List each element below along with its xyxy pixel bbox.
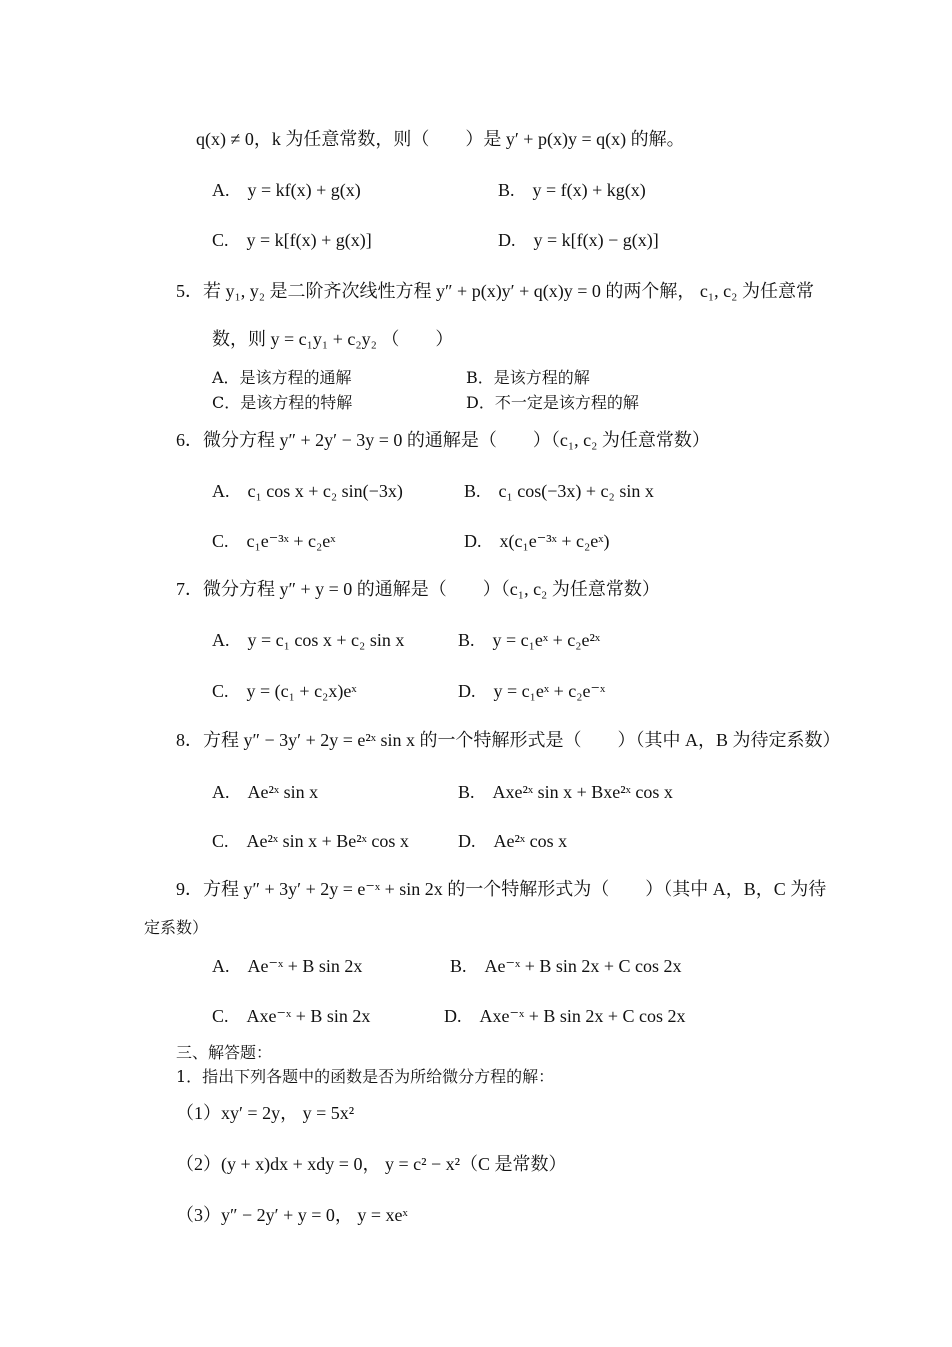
question-4-option-c: C. y = k[f(x) + g(x)] xyxy=(212,230,372,250)
question-9-option-c: C. Axe⁻ˣ + B sin 2x xyxy=(212,1006,371,1026)
question-9-option-b: B. Ae⁻ˣ + B sin 2x + C cos 2x xyxy=(450,956,682,976)
question-5-option-a: A．是该方程的通解 xyxy=(212,368,352,387)
question-7-option-d: D. y = c₁eˣ + c₂e⁻ˣ xyxy=(458,681,606,701)
section-3-item-3: （3）y″ − 2y′ + y = 0， y = xeˣ xyxy=(176,1205,408,1225)
question-4-continuation: q(x) ≠ 0，k 为任意常数，则（ ）是 y′ + p(x)y = q(x) 的解。 xyxy=(196,129,685,149)
question-4-option-a: A. y = kf(x) + g(x) xyxy=(212,180,361,200)
question-7: 7．微分方程 y″ + y = 0 的通解是（ ）（c₁, c₂ 为任意常数） xyxy=(176,579,660,599)
question-7-option-b: B. y = c₁eˣ + c₂e²ˣ xyxy=(458,630,601,650)
question-5-option-b: B．是该方程的解 xyxy=(466,368,590,387)
question-9-option-d: D. Axe⁻ˣ + B sin 2x + C cos 2x xyxy=(444,1006,686,1026)
question-4-option-d: D. y = k[f(x) − g(x)] xyxy=(498,230,659,250)
question-5-option-c: C．是该方程的特解 xyxy=(212,393,353,412)
section-3-item-1: （1）xy′ = 2y， y = 5x² xyxy=(176,1103,355,1123)
question-8-option-c: C. Ae²ˣ sin x + Be²ˣ cos x xyxy=(212,831,409,851)
question-8-option-b: B. Axe²ˣ sin x + Bxe²ˣ cos x xyxy=(458,782,673,802)
question-6: 6．微分方程 y″ + 2y′ − 3y = 0 的通解是（ ）（c₁, c₂ 为任意常数） xyxy=(176,430,710,450)
section-3-question-1: 1．指出下列各题中的函数是否为所给微分方程的解： xyxy=(176,1067,555,1086)
question-5-line-1: 5．若 y₁, y₂ 是二阶齐次线性方程 y″ + p(x)y′ + q(x)y = 0 的两个解， c₁, c₂ 为任意常 xyxy=(176,281,814,301)
question-8: 8．方程 y″ − 3y′ + 2y = e²ˣ sin x 的一个特解形式是（ ）（其中 A，B 为待定系数） xyxy=(176,730,841,750)
question-4-option-b: B. y = f(x) + kg(x) xyxy=(498,180,646,200)
section-3-item-2: （2）(y + x)dx + xdy = 0， y = c² − x²（C 是常数） xyxy=(176,1154,567,1174)
question-8-option-d: D. Ae²ˣ cos x xyxy=(458,831,568,851)
question-9-option-a: A. Ae⁻ˣ + B sin 2x xyxy=(212,956,363,976)
question-7-option-c: C. y = (c₁ + c₂x)eˣ xyxy=(212,681,357,701)
question-7-option-a: A. y = c₁ cos x + c₂ sin x xyxy=(212,630,405,650)
question-9-line-2: 定系数） xyxy=(144,918,209,937)
question-5-line-2: 数，则 y = c₁y₁ + c₂y₂ （ ） xyxy=(212,329,454,349)
question-6-option-b: B. c₁ cos(−3x) + c₂ sin x xyxy=(464,481,654,501)
question-5-option-d: D．不一定是该方程的解 xyxy=(466,393,639,412)
question-9-line-1: 9．方程 y″ + 3y′ + 2y = e⁻ˣ + sin 2x 的一个特解形式为（ ）（其中 A，B，C 为待 xyxy=(176,879,827,899)
question-6-option-a: A. c₁ cos x + c₂ sin(−3x) xyxy=(212,481,403,501)
question-6-option-d: D. x(c₁e⁻³ˣ + c₂eˣ) xyxy=(464,531,610,551)
section-3-heading: 三、解答题： xyxy=(176,1043,273,1062)
question-8-option-a: A. Ae²ˣ sin x xyxy=(212,782,319,802)
question-6-option-c: C. c₁e⁻³ˣ + c₂eˣ xyxy=(212,531,336,551)
